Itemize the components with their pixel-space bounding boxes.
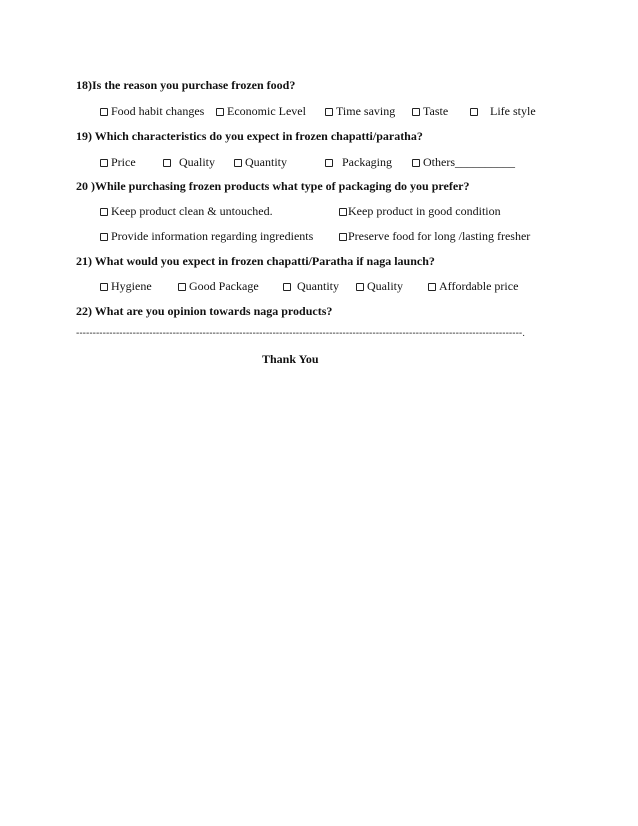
option-label: Others__________ xyxy=(423,155,515,169)
option-label: Quality xyxy=(367,279,403,293)
question-21: 21) What would you expect in frozen chapatti/Paratha if naga launch? xyxy=(76,254,435,268)
checkbox[interactable] xyxy=(163,159,171,167)
option-label: Preserve food for long /lasting fresher xyxy=(348,229,531,243)
checkbox[interactable] xyxy=(470,108,478,116)
checkbox[interactable] xyxy=(283,283,291,291)
option-food-habit-changes[interactable] xyxy=(100,104,204,119)
option-label: Time saving xyxy=(336,104,396,118)
option-quantity-21[interactable] xyxy=(283,279,339,294)
option-preserve-food[interactable] xyxy=(339,229,530,244)
option-keep-clean[interactable] xyxy=(100,204,273,219)
option-label: Price xyxy=(111,155,136,169)
option-label: Affordable price xyxy=(439,279,519,293)
checkbox[interactable] xyxy=(100,208,108,216)
checkbox[interactable] xyxy=(100,283,108,291)
checkbox[interactable] xyxy=(325,108,333,116)
option-label: Food habit changes xyxy=(111,104,205,118)
option-label: Taste xyxy=(423,104,449,118)
checkbox[interactable] xyxy=(325,159,333,167)
option-label: Packaging xyxy=(342,155,392,169)
checkbox[interactable] xyxy=(428,283,436,291)
checkbox[interactable] xyxy=(412,159,420,167)
checkbox[interactable] xyxy=(234,159,242,167)
checkbox[interactable] xyxy=(339,208,347,216)
option-label: Keep product in good condition xyxy=(348,204,501,218)
answer-line[interactable]: --------------------------------------------------------------------------------------------------------------------------------------. xyxy=(76,328,526,339)
option-good-condition[interactable] xyxy=(339,204,501,219)
option-label: Quality xyxy=(179,155,215,169)
question-18: 18)Is the reason you purchase frozen food? xyxy=(76,78,296,92)
checkbox[interactable] xyxy=(100,233,108,241)
option-price[interactable] xyxy=(100,155,136,170)
question-20: 20 )While purchasing frozen products what type of packaging do you prefer? xyxy=(76,179,470,193)
checkbox[interactable] xyxy=(100,159,108,167)
question-22: 22) What are you opinion towards naga products? xyxy=(76,304,333,318)
checkbox[interactable] xyxy=(356,283,364,291)
option-label: Quantity xyxy=(297,279,339,293)
option-label: Quantity xyxy=(245,155,287,169)
checkbox[interactable] xyxy=(216,108,224,116)
option-good-package[interactable] xyxy=(178,279,259,294)
checkbox[interactable] xyxy=(178,283,186,291)
question-19: 19) Which characteristics do you expect in frozen chapatti/paratha? xyxy=(76,129,423,143)
option-others[interactable] xyxy=(412,155,515,170)
option-ingredient-info[interactable] xyxy=(100,229,313,244)
option-packaging[interactable] xyxy=(325,155,392,170)
checkbox[interactable] xyxy=(100,108,108,116)
option-quality[interactable] xyxy=(163,155,215,170)
option-label: Life style xyxy=(490,104,536,118)
option-hygiene[interactable] xyxy=(100,279,152,294)
option-label: Hygiene xyxy=(111,279,152,293)
option-affordable-price[interactable] xyxy=(428,279,518,294)
option-taste[interactable] xyxy=(412,104,448,119)
option-label: Economic Level xyxy=(227,104,306,118)
checkbox[interactable] xyxy=(339,233,347,241)
option-label: Keep product clean & untouched. xyxy=(111,204,273,218)
option-life-style[interactable] xyxy=(470,104,536,119)
option-economic-level[interactable] xyxy=(216,104,306,119)
checkbox[interactable] xyxy=(412,108,420,116)
option-quantity[interactable] xyxy=(234,155,287,170)
option-quality-21[interactable] xyxy=(356,279,403,294)
option-time-saving[interactable] xyxy=(325,104,395,119)
thank-you-text: Thank You xyxy=(262,352,319,366)
option-label: Provide information regarding ingredients xyxy=(111,229,314,243)
option-label: Good Package xyxy=(189,279,259,293)
